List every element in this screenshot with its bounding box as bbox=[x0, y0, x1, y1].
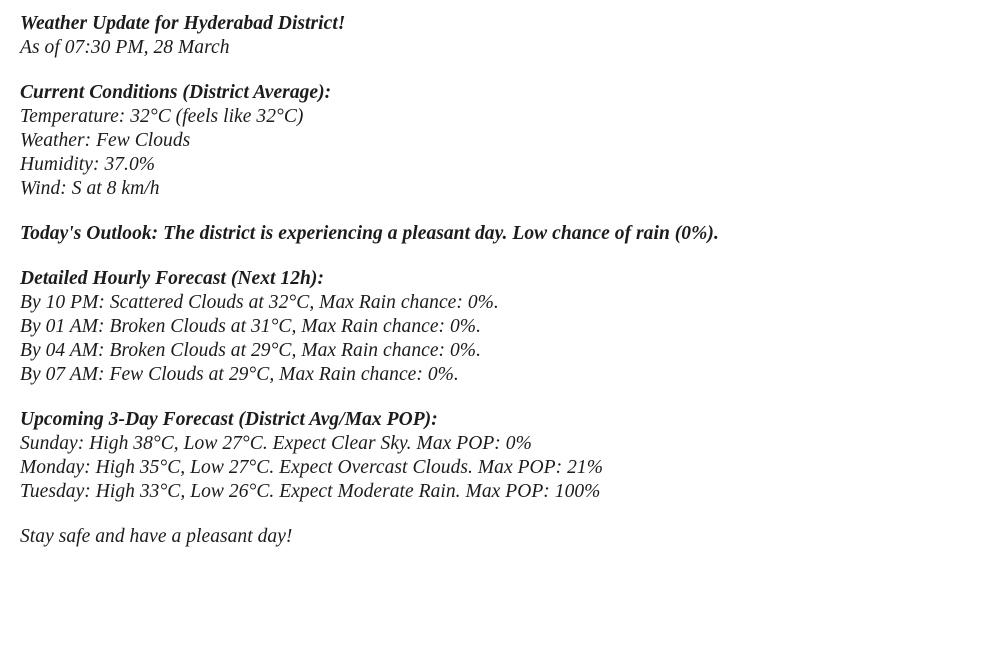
current-temperature: Temperature: 32°C (feels like 32°C) bbox=[20, 106, 304, 127]
current-wind: Wind: S at 8 km/h bbox=[20, 178, 160, 199]
page-title: Weather Update for Hyderabad District! bbox=[20, 13, 346, 34]
hourly-forecast-block bbox=[20, 267, 965, 387]
current-conditions-heading: Current Conditions (District Average): bbox=[20, 82, 332, 103]
hourly-forecast-row: By 01 AM: Broken Clouds at 31°C, Max Rain chance: 0%. bbox=[20, 316, 482, 337]
current-weather: Weather: Few Clouds bbox=[20, 130, 191, 151]
todays-outlook-block bbox=[20, 222, 965, 246]
todays-outlook-text: Today's Outlook: The district is experiencing a pleasant day. Low chance of rain (0%). bbox=[20, 223, 719, 244]
three-day-forecast-row: Sunday: High 38°C, Low 27°C. Expect Clear Sky. Max POP: 0% bbox=[20, 433, 532, 454]
hourly-forecast-row: By 10 PM: Scattered Clouds at 32°C, Max Rain chance: 0%. bbox=[20, 292, 499, 313]
three-day-forecast-row: Monday: High 35°C, Low 27°C. Expect Overcast Clouds. Max POP: 21% bbox=[20, 457, 603, 478]
three-day-forecast-block bbox=[20, 408, 965, 504]
hourly-forecast-row: By 04 AM: Broken Clouds at 29°C, Max Rain chance: 0%. bbox=[20, 340, 482, 361]
hourly-forecast-heading: Detailed Hourly Forecast (Next 12h): bbox=[20, 268, 325, 289]
hourly-forecast-row: By 07 AM: Few Clouds at 29°C, Max Rain chance: 0%. bbox=[20, 364, 459, 385]
closing-block bbox=[20, 525, 965, 549]
three-day-forecast-row: Tuesday: High 33°C, Low 26°C. Expect Moderate Rain. Max POP: 100% bbox=[20, 481, 601, 502]
current-conditions-block bbox=[20, 81, 965, 201]
current-humidity: Humidity: 37.0% bbox=[20, 154, 156, 175]
as-of-timestamp: As of 07:30 PM, 28 March bbox=[20, 37, 230, 58]
report-header-block bbox=[20, 12, 965, 60]
closing-message: Stay safe and have a pleasant day! bbox=[20, 526, 293, 547]
three-day-forecast-heading: Upcoming 3-Day Forecast (District Avg/Max POP): bbox=[20, 409, 438, 430]
